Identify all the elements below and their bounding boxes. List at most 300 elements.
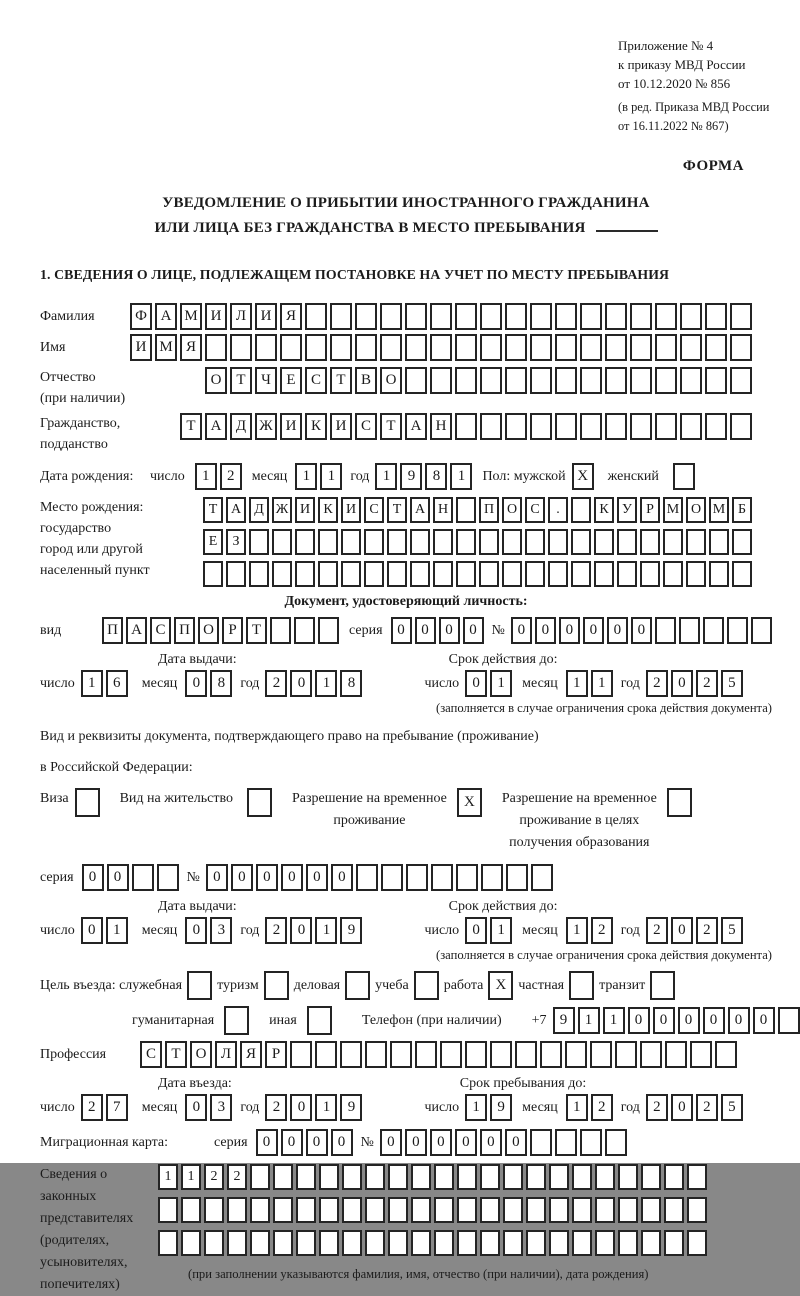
char-cell[interactable]: Е (203, 529, 223, 555)
char-cell[interactable]: И (280, 413, 302, 440)
char-cell[interactable] (490, 1041, 512, 1068)
char-cell[interactable] (250, 1164, 270, 1190)
char-cell[interactable] (158, 1197, 178, 1223)
char-cell[interactable] (411, 1164, 431, 1190)
char-cell[interactable]: 9 (553, 1007, 575, 1034)
char-cell[interactable] (411, 1197, 431, 1223)
char-cell[interactable] (434, 1230, 454, 1256)
char-cell[interactable] (387, 561, 407, 587)
char-cell[interactable]: 1 (566, 917, 588, 944)
char-cell[interactable]: 1 (195, 463, 217, 490)
char-cell[interactable] (605, 367, 627, 394)
char-cell[interactable] (730, 303, 752, 330)
birth-day-cells[interactable] (195, 463, 242, 490)
char-cell[interactable]: О (686, 497, 706, 523)
char-cell[interactable] (709, 561, 729, 587)
char-cell[interactable] (665, 1041, 687, 1068)
char-cell[interactable]: 0 (290, 1094, 312, 1121)
char-cell[interactable]: 0 (185, 670, 207, 697)
char-cell[interactable]: 0 (631, 617, 652, 644)
purpose-transit-checkbox[interactable] (650, 971, 675, 1000)
char-cell[interactable]: 0 (653, 1007, 675, 1034)
char-cell[interactable]: Я (280, 303, 302, 330)
char-cell[interactable]: 0 (753, 1007, 775, 1034)
char-cell[interactable] (364, 561, 384, 587)
char-cell[interactable]: Л (215, 1041, 237, 1068)
char-cell[interactable] (455, 334, 477, 361)
char-cell[interactable] (249, 529, 269, 555)
char-cell[interactable] (664, 1230, 684, 1256)
char-cell[interactable] (572, 1230, 592, 1256)
char-cell[interactable]: 0 (583, 617, 604, 644)
char-cell[interactable] (340, 1041, 362, 1068)
char-cell[interactable]: . (548, 497, 568, 523)
char-cell[interactable]: 8 (340, 670, 362, 697)
char-cell[interactable]: 0 (206, 864, 228, 891)
char-cell[interactable] (751, 617, 772, 644)
stay-month[interactable] (566, 1094, 613, 1121)
char-cell[interactable] (181, 1197, 201, 1223)
purpose-private-checkbox[interactable] (569, 971, 594, 1000)
citizenship-cells[interactable] (180, 413, 752, 440)
char-cell[interactable]: 0 (185, 917, 207, 944)
char-cell[interactable] (305, 303, 327, 330)
char-cell[interactable]: 1 (295, 463, 317, 490)
char-cell[interactable] (415, 1041, 437, 1068)
char-cell[interactable] (388, 1230, 408, 1256)
char-cell[interactable] (615, 1041, 637, 1068)
char-cell[interactable]: 0 (455, 1129, 477, 1156)
birth-place-cells-row1[interactable] (203, 497, 752, 523)
char-cell[interactable]: 0 (82, 864, 104, 891)
char-cell[interactable] (778, 1007, 800, 1034)
char-cell[interactable] (565, 1041, 587, 1068)
char-cell[interactable] (548, 561, 568, 587)
char-cell[interactable]: 0 (231, 864, 253, 891)
char-cell[interactable] (380, 334, 402, 361)
char-cell[interactable]: 0 (306, 1129, 328, 1156)
char-cell[interactable] (506, 864, 528, 891)
char-cell[interactable] (680, 334, 702, 361)
char-cell[interactable]: 0 (380, 1129, 402, 1156)
char-cell[interactable] (680, 303, 702, 330)
char-cell[interactable]: 0 (306, 864, 328, 891)
char-cell[interactable]: 0 (671, 1094, 693, 1121)
char-cell[interactable] (434, 1197, 454, 1223)
char-cell[interactable] (687, 1197, 707, 1223)
char-cell[interactable] (405, 334, 427, 361)
char-cell[interactable] (296, 1230, 316, 1256)
char-cell[interactable]: 8 (425, 463, 447, 490)
char-cell[interactable]: 6 (106, 670, 128, 697)
migration-seriya-cells[interactable] (256, 1129, 353, 1156)
char-cell[interactable] (296, 1164, 316, 1190)
entry-month[interactable] (185, 1094, 232, 1121)
char-cell[interactable]: М (155, 334, 177, 361)
char-cell[interactable]: 0 (256, 1129, 278, 1156)
char-cell[interactable] (526, 1164, 546, 1190)
char-cell[interactable] (480, 367, 502, 394)
char-cell[interactable]: 1 (465, 1094, 487, 1121)
char-cell[interactable] (590, 1041, 612, 1068)
char-cell[interactable] (555, 334, 577, 361)
char-cell[interactable] (555, 367, 577, 394)
char-cell[interactable] (345, 971, 370, 1000)
residence-seriya-cells[interactable] (82, 864, 179, 891)
migration-number-cells[interactable] (380, 1129, 627, 1156)
char-cell[interactable]: 9 (340, 917, 362, 944)
char-cell[interactable]: Н (430, 413, 452, 440)
char-cell[interactable] (690, 1041, 712, 1068)
char-cell[interactable] (330, 334, 352, 361)
char-cell[interactable]: 1 (566, 1094, 588, 1121)
char-cell[interactable] (686, 529, 706, 555)
char-cell[interactable] (411, 1230, 431, 1256)
char-cell[interactable] (355, 303, 377, 330)
identity-doc-seriya-cells[interactable] (391, 617, 484, 644)
char-cell[interactable] (481, 864, 503, 891)
char-cell[interactable]: М (663, 497, 683, 523)
char-cell[interactable]: У (617, 497, 637, 523)
female-checkbox[interactable] (673, 463, 695, 490)
char-cell[interactable] (434, 1164, 454, 1190)
char-cell[interactable] (630, 334, 652, 361)
char-cell[interactable]: 1 (603, 1007, 625, 1034)
char-cell[interactable] (548, 529, 568, 555)
char-cell[interactable] (157, 864, 179, 891)
char-cell[interactable]: 0 (430, 1129, 452, 1156)
char-cell[interactable] (380, 303, 402, 330)
char-cell[interactable] (440, 1041, 462, 1068)
char-cell[interactable]: П (174, 617, 195, 644)
char-cell[interactable] (569, 971, 594, 1000)
char-cell[interactable]: Т (203, 497, 223, 523)
char-cell[interactable]: 0 (290, 670, 312, 697)
char-cell[interactable] (617, 561, 637, 587)
char-cell[interactable]: М (180, 303, 202, 330)
char-cell[interactable] (605, 334, 627, 361)
identity-valid-day[interactable] (465, 670, 512, 697)
char-cell[interactable] (641, 1164, 661, 1190)
char-cell[interactable] (655, 617, 676, 644)
char-cell[interactable]: 0 (465, 670, 487, 697)
char-cell[interactable] (75, 788, 100, 817)
char-cell[interactable]: 1 (158, 1164, 178, 1190)
char-cell[interactable]: 1 (578, 1007, 600, 1034)
char-cell[interactable] (525, 529, 545, 555)
char-cell[interactable] (341, 561, 361, 587)
char-cell[interactable] (330, 303, 352, 330)
representatives-cells-row1[interactable] (158, 1164, 707, 1190)
char-cell[interactable] (630, 367, 652, 394)
char-cell[interactable] (388, 1197, 408, 1223)
char-cell[interactable] (264, 971, 289, 1000)
char-cell[interactable]: А (405, 413, 427, 440)
char-cell[interactable] (505, 334, 527, 361)
char-cell[interactable]: 1 (450, 463, 472, 490)
char-cell[interactable] (571, 561, 591, 587)
char-cell[interactable] (502, 529, 522, 555)
char-cell[interactable]: П (479, 497, 499, 523)
char-cell[interactable] (640, 1041, 662, 1068)
char-cell[interactable] (305, 334, 327, 361)
char-cell[interactable] (480, 303, 502, 330)
char-cell[interactable] (530, 303, 552, 330)
char-cell[interactable]: А (410, 497, 430, 523)
residence-issue-month[interactable] (185, 917, 232, 944)
purpose-other-checkbox[interactable] (307, 1006, 332, 1035)
char-cell[interactable]: 0 (703, 1007, 725, 1034)
char-cell[interactable] (650, 971, 675, 1000)
stay-year[interactable] (646, 1094, 743, 1121)
char-cell[interactable]: М (709, 497, 729, 523)
char-cell[interactable]: И (295, 497, 315, 523)
char-cell[interactable] (618, 1197, 638, 1223)
char-cell[interactable]: 1 (315, 917, 337, 944)
char-cell[interactable] (414, 971, 439, 1000)
char-cell[interactable]: В (355, 367, 377, 394)
char-cell[interactable] (667, 788, 692, 817)
purpose-humanitarian-checkbox[interactable] (224, 1006, 249, 1035)
char-cell[interactable] (705, 367, 727, 394)
char-cell[interactable]: 1 (181, 1164, 201, 1190)
char-cell[interactable] (730, 334, 752, 361)
char-cell[interactable] (227, 1197, 247, 1223)
char-cell[interactable] (365, 1164, 385, 1190)
char-cell[interactable] (673, 463, 695, 490)
char-cell[interactable]: С (150, 617, 171, 644)
char-cell[interactable] (687, 1230, 707, 1256)
char-cell[interactable] (572, 1164, 592, 1190)
char-cell[interactable] (530, 413, 552, 440)
char-cell[interactable]: 0 (671, 917, 693, 944)
char-cell[interactable] (617, 529, 637, 555)
identity-doc-type-cells[interactable] (102, 617, 339, 644)
char-cell[interactable] (580, 413, 602, 440)
char-cell[interactable] (203, 561, 223, 587)
char-cell[interactable]: К (305, 413, 327, 440)
char-cell[interactable]: 8 (210, 670, 232, 697)
char-cell[interactable]: 0 (107, 864, 129, 891)
char-cell[interactable]: 2 (696, 1094, 718, 1121)
char-cell[interactable] (480, 1197, 500, 1223)
char-cell[interactable] (365, 1197, 385, 1223)
char-cell[interactable]: Ф (130, 303, 152, 330)
char-cell[interactable]: Т (330, 367, 352, 394)
char-cell[interactable] (503, 1230, 523, 1256)
char-cell[interactable] (455, 303, 477, 330)
char-cell[interactable] (630, 303, 652, 330)
char-cell[interactable]: 0 (256, 864, 278, 891)
char-cell[interactable] (255, 334, 277, 361)
char-cell[interactable] (457, 1230, 477, 1256)
char-cell[interactable] (465, 1041, 487, 1068)
char-cell[interactable] (705, 334, 727, 361)
char-cell[interactable] (433, 561, 453, 587)
char-cell[interactable] (318, 617, 339, 644)
char-cell[interactable] (727, 617, 748, 644)
phone-cells[interactable] (553, 1007, 800, 1034)
char-cell[interactable] (318, 529, 338, 555)
char-cell[interactable]: Л (230, 303, 252, 330)
char-cell[interactable] (732, 561, 752, 587)
char-cell[interactable] (270, 617, 291, 644)
residence-valid-day[interactable] (465, 917, 512, 944)
char-cell[interactable] (405, 303, 427, 330)
char-cell[interactable] (342, 1230, 362, 1256)
char-cell[interactable]: 1 (375, 463, 397, 490)
char-cell[interactable]: Д (230, 413, 252, 440)
char-cell[interactable] (249, 561, 269, 587)
char-cell[interactable] (430, 367, 452, 394)
char-cell[interactable]: 9 (400, 463, 422, 490)
char-cell[interactable]: 2 (591, 1094, 613, 1121)
char-cell[interactable] (456, 497, 476, 523)
char-cell[interactable]: Р (222, 617, 243, 644)
char-cell[interactable] (410, 561, 430, 587)
char-cell[interactable] (605, 413, 627, 440)
char-cell[interactable]: С (525, 497, 545, 523)
char-cell[interactable]: С (355, 413, 377, 440)
char-cell[interactable]: 0 (480, 1129, 502, 1156)
char-cell[interactable] (709, 529, 729, 555)
char-cell[interactable]: 2 (646, 1094, 668, 1121)
char-cell[interactable]: 0 (465, 917, 487, 944)
char-cell[interactable] (505, 303, 527, 330)
char-cell[interactable]: 2 (646, 670, 668, 697)
char-cell[interactable]: Ж (255, 413, 277, 440)
char-cell[interactable]: 0 (628, 1007, 650, 1034)
char-cell[interactable]: О (205, 367, 227, 394)
char-cell[interactable]: А (126, 617, 147, 644)
identity-valid-year[interactable] (646, 670, 743, 697)
char-cell[interactable] (663, 561, 683, 587)
char-cell[interactable]: 1 (591, 670, 613, 697)
char-cell[interactable] (356, 864, 378, 891)
char-cell[interactable]: О (380, 367, 402, 394)
char-cell[interactable] (580, 334, 602, 361)
char-cell[interactable] (480, 334, 502, 361)
char-cell[interactable] (580, 1129, 602, 1156)
char-cell[interactable] (605, 303, 627, 330)
char-cell[interactable] (525, 561, 545, 587)
char-cell[interactable] (480, 1164, 500, 1190)
profession-cells[interactable] (140, 1041, 737, 1068)
char-cell[interactable] (280, 334, 302, 361)
char-cell[interactable]: Д (249, 497, 269, 523)
char-cell[interactable] (594, 561, 614, 587)
visa-checkbox[interactable] (75, 788, 100, 817)
char-cell[interactable]: 0 (331, 1129, 353, 1156)
char-cell[interactable] (526, 1197, 546, 1223)
char-cell[interactable]: 2 (696, 917, 718, 944)
char-cell[interactable] (715, 1041, 737, 1068)
char-cell[interactable] (273, 1164, 293, 1190)
char-cell[interactable] (187, 971, 212, 1000)
char-cell[interactable] (431, 864, 453, 891)
char-cell[interactable]: 0 (281, 1129, 303, 1156)
char-cell[interactable]: 0 (331, 864, 353, 891)
char-cell[interactable]: Е (280, 367, 302, 394)
char-cell[interactable] (530, 1129, 552, 1156)
char-cell[interactable] (686, 561, 706, 587)
char-cell[interactable] (549, 1197, 569, 1223)
birth-place-cells-row2[interactable] (203, 529, 752, 555)
char-cell[interactable]: 2 (265, 917, 287, 944)
char-cell[interactable] (433, 529, 453, 555)
char-cell[interactable]: 0 (439, 617, 460, 644)
char-cell[interactable]: 2 (204, 1164, 224, 1190)
char-cell[interactable] (158, 1230, 178, 1256)
char-cell[interactable] (505, 367, 527, 394)
char-cell[interactable]: И (130, 334, 152, 361)
char-cell[interactable] (296, 1197, 316, 1223)
char-cell[interactable] (290, 1041, 312, 1068)
char-cell[interactable] (571, 529, 591, 555)
char-cell[interactable]: 0 (671, 670, 693, 697)
char-cell[interactable]: 1 (320, 463, 342, 490)
char-cell[interactable] (272, 529, 292, 555)
char-cell[interactable]: 2 (227, 1164, 247, 1190)
char-cell[interactable]: Н (433, 497, 453, 523)
char-cell[interactable] (655, 413, 677, 440)
char-cell[interactable]: И (255, 303, 277, 330)
char-cell[interactable] (732, 529, 752, 555)
char-cell[interactable]: 0 (505, 1129, 527, 1156)
char-cell[interactable] (618, 1164, 638, 1190)
char-cell[interactable]: 1 (315, 670, 337, 697)
char-cell[interactable] (655, 367, 677, 394)
residence-valid-month[interactable] (566, 917, 613, 944)
char-cell[interactable]: Т (387, 497, 407, 523)
char-cell[interactable] (515, 1041, 537, 1068)
char-cell[interactable]: 1 (566, 670, 588, 697)
char-cell[interactable] (664, 1197, 684, 1223)
char-cell[interactable]: 2 (646, 917, 668, 944)
purpose-commercial-checkbox[interactable] (345, 971, 370, 1000)
char-cell[interactable]: 2 (591, 917, 613, 944)
birth-month-cells[interactable] (295, 463, 342, 490)
birth-year-cells[interactable] (375, 463, 472, 490)
residence-number-cells[interactable] (206, 864, 553, 891)
char-cell[interactable] (540, 1041, 562, 1068)
purpose-tourism-checkbox[interactable] (264, 971, 289, 1000)
temp-residence-edu-checkbox[interactable] (667, 788, 692, 817)
char-cell[interactable]: 0 (81, 917, 103, 944)
char-cell[interactable]: 5 (721, 670, 743, 697)
char-cell[interactable] (655, 334, 677, 361)
char-cell[interactable] (505, 413, 527, 440)
char-cell[interactable]: Я (180, 334, 202, 361)
char-cell[interactable]: О (190, 1041, 212, 1068)
char-cell[interactable]: 2 (265, 670, 287, 697)
char-cell[interactable] (224, 1006, 249, 1035)
char-cell[interactable] (318, 561, 338, 587)
char-cell[interactable] (315, 1041, 337, 1068)
char-cell[interactable] (365, 1230, 385, 1256)
char-cell[interactable] (295, 529, 315, 555)
char-cell[interactable] (555, 1129, 577, 1156)
char-cell[interactable]: 2 (81, 1094, 103, 1121)
char-cell[interactable] (388, 1164, 408, 1190)
char-cell[interactable] (663, 529, 683, 555)
residence-valid-year[interactable] (646, 917, 743, 944)
char-cell[interactable]: 0 (678, 1007, 700, 1034)
char-cell[interactable] (341, 529, 361, 555)
char-cell[interactable]: 0 (511, 617, 532, 644)
char-cell[interactable]: Т (246, 617, 267, 644)
char-cell[interactable] (530, 334, 552, 361)
